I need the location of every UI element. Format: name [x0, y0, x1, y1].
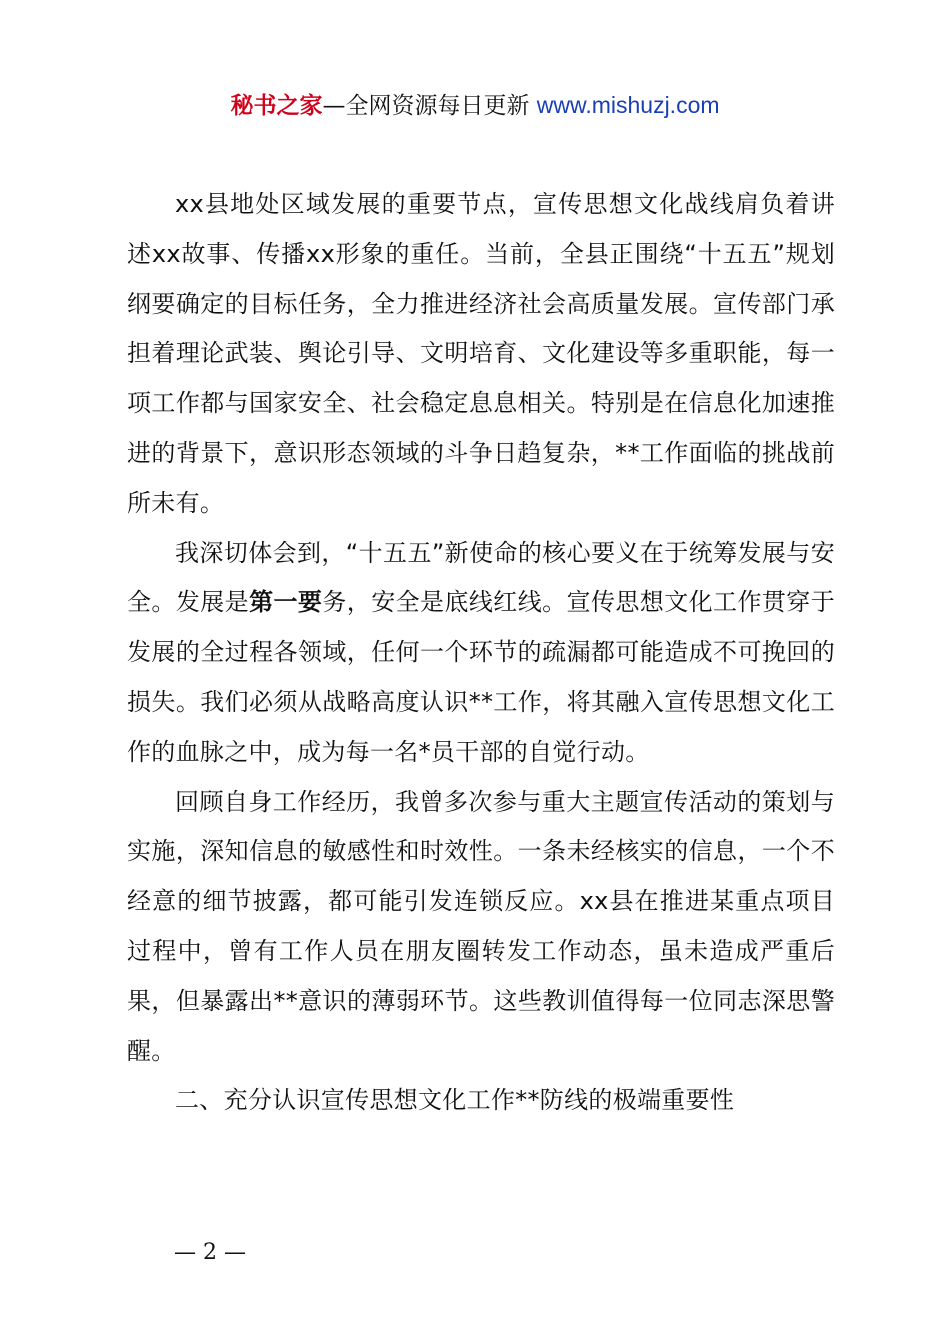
paragraph-2-bold: 第一要 — [249, 588, 323, 617]
site-header — [0, 88, 950, 123]
document-body — [127, 180, 835, 1126]
paragraph-1: xx县地处区域发展的重要节点，宣传思想文化战线肩负着讲述xx故事、传播xx形象的重任。当前，全县正围绕“十五五”规划纲要确定的目标任务，全力推进经济社会高质量发展。宣传部门承担着理论武装、舆论引导、文明培育、文化建设等多重职能，每一项工作都与国家安全、社会稳定息息相关。特别是在信息化加速推进的背景下，意识形态领域的斗争日趋复杂，**工作面临的挑战前所未有。 — [127, 190, 835, 517]
paragraph-2-part-2: 务，安全是底线红线。宣传思想文化工作贯穿于发展的全过程各领域，任何一个环节的疏漏都可能造成不可挽回的损失。我们必须从战略高度认识**工作，将其融入宣传思想文化工作的血脉之中，成为每一名*员干部的自觉行动。 — [127, 588, 836, 766]
paragraph-2-part-1: 我深切体会到，“十五五”新使命的核心要义在于统筹发展与安全。发展是 — [127, 538, 835, 617]
paragraph-2 — [127, 529, 835, 778]
brand-name: 秘书之家 — [230, 93, 323, 119]
header-tagline: —全网资源每日更新 — [322, 93, 530, 119]
paragraph-3: 回顾自身工作经历，我曾多次参与重大主题宣传活动的策划与实施，深知信息的敏感性和时效性。一条未经核实的信息，一个不经意的细节披露，都可能引发连锁反应。xx县在推进某重点项目过程中，曾有工作人员在朋友圈转发工作动态，虽未造成严重后果，但暴露出**意识的薄弱环节。这些教训值得每一位同志深思警醒。 — [127, 787, 835, 1065]
site-url-link[interactable]: www.mishuzj.com — [536, 92, 720, 118]
page-number: — 2 — — [174, 1240, 246, 1265]
section-heading: 二、充分认识宣传思想文化工作**防线的极端重要性 — [175, 1086, 735, 1115]
